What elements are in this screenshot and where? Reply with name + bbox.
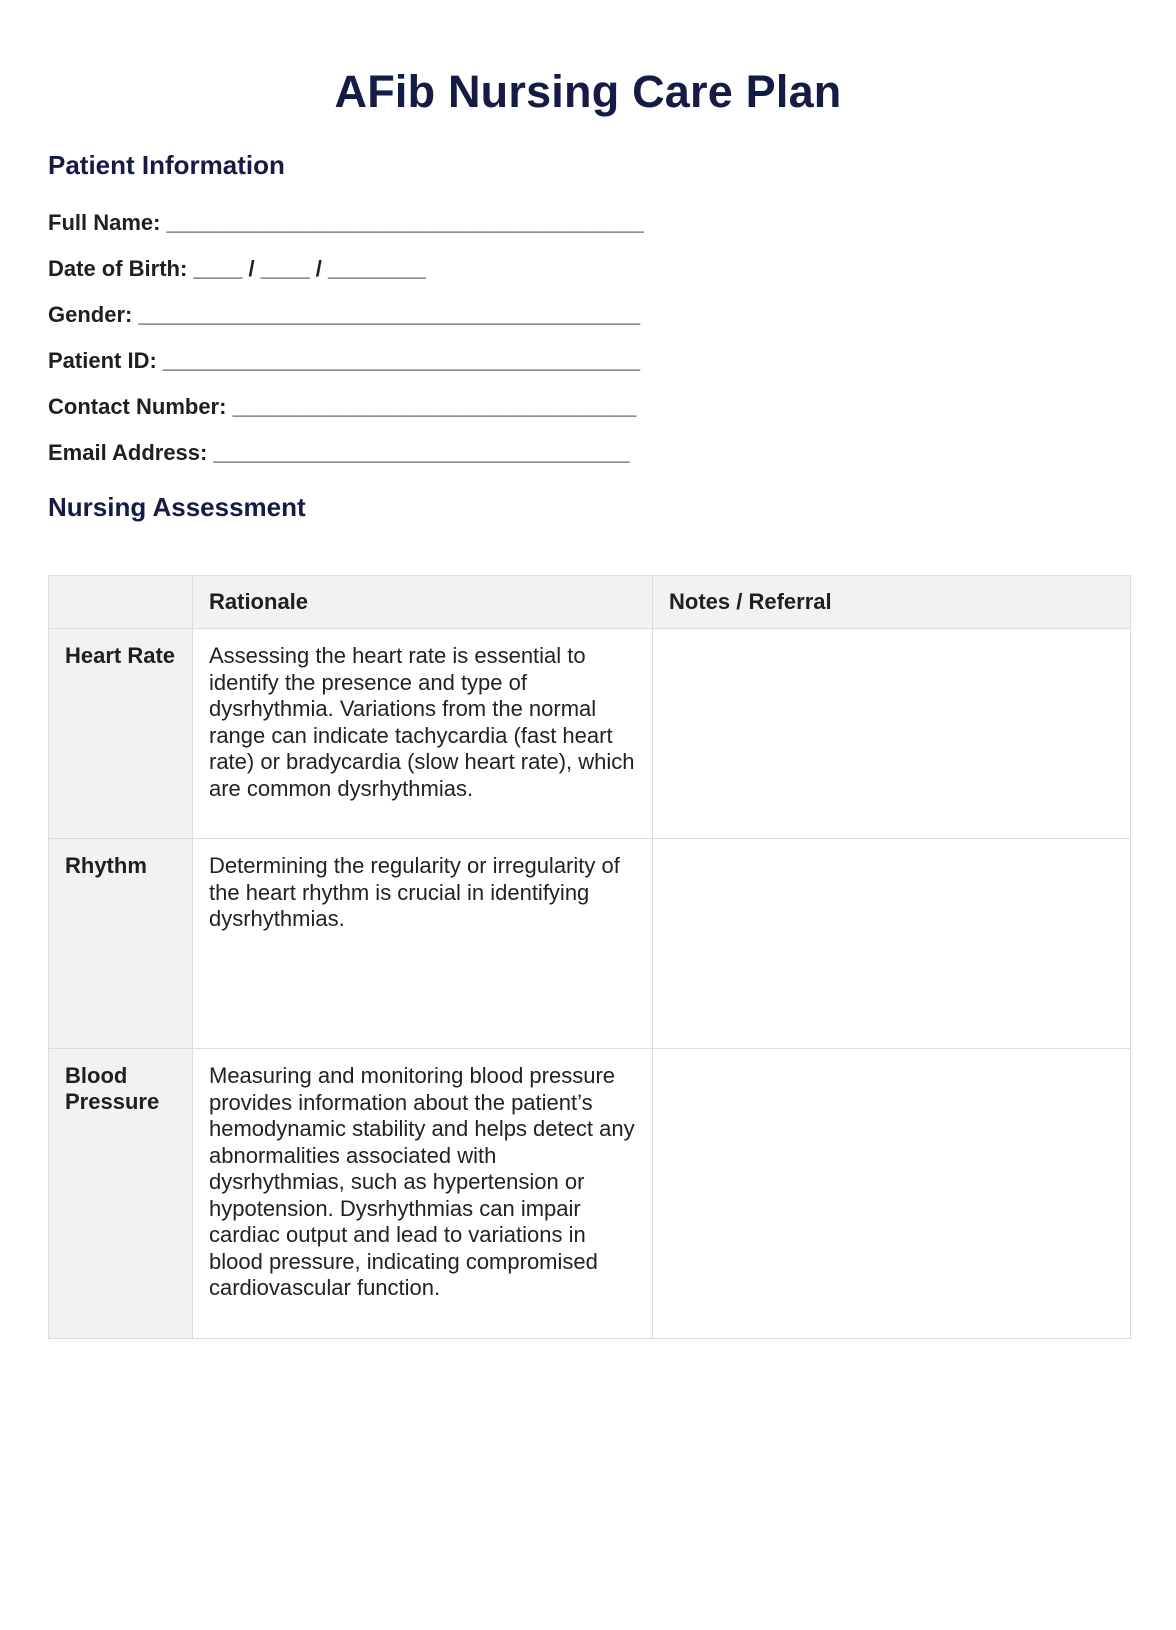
patient-info-fields (48, 208, 748, 484)
rationale-cell: Measuring and monitoring blood pressure provides information about the patient’s hemodynamic stability and helps detect any abnormalities associated with dysrhythmias, such as hypertension or hypotension. Dysrhythmias can impair cardiac output and lead to variations in blood pressure, indicating compromised cardiovascular function. (193, 1049, 653, 1339)
full-name-field[interactable] (48, 208, 748, 254)
field-label: Contact Number: (48, 394, 227, 419)
row-label-heart-rate: Heart Rate (49, 629, 193, 839)
field-label: Full Name: (48, 210, 161, 235)
notes-cell[interactable] (653, 1049, 1131, 1339)
page-title: AFib Nursing Care Plan (334, 66, 842, 117)
field-blank[interactable]: ____ / ____ / ________ (193, 256, 426, 281)
field-label: Email Address: (48, 440, 208, 465)
email-address-field[interactable] (48, 438, 748, 484)
table-row (49, 629, 1131, 839)
gender-field[interactable] (48, 300, 748, 346)
field-label: Date of Birth: (48, 256, 188, 281)
notes-cell[interactable] (653, 839, 1131, 1049)
field-label: Gender: (48, 302, 133, 327)
patient-information-heading: Patient Information (48, 150, 285, 180)
field-blank[interactable]: _________________________________ (232, 394, 637, 419)
header-blank-cell (49, 576, 193, 629)
nursing-assessment-heading: Nursing Assessment (48, 492, 306, 522)
field-blank[interactable]: _______________________________________ (166, 210, 644, 235)
table-row (49, 1049, 1131, 1339)
field-blank[interactable]: __________________________________ (213, 440, 630, 465)
contact-number-field[interactable] (48, 392, 748, 438)
field-blank[interactable]: _________________________________________ (138, 302, 641, 327)
header-notes-referral: Notes / Referral (653, 576, 1131, 629)
rationale-cell: Assessing the heart rate is essential to identify the presence and type of dysrhythmia. Variations from the normal range can indicate tachycardia (fast heart rate) or bradycardia (slow heart rate), which are common dysrhythmias. (193, 629, 653, 839)
row-label-blood-pressure: Blood Pressure (49, 1049, 193, 1339)
table-row (49, 839, 1131, 1049)
header-rationale: Rationale (193, 576, 653, 629)
patient-id-field[interactable] (48, 346, 748, 392)
row-label-rhythm: Rhythm (49, 839, 193, 1049)
date-of-birth-field[interactable] (48, 254, 748, 300)
field-blank[interactable]: _______________________________________ (162, 348, 641, 373)
notes-cell[interactable] (653, 629, 1131, 839)
field-label: Patient ID: (48, 348, 157, 373)
table-header-row (49, 576, 1131, 629)
rationale-cell: Determining the regularity or irregularity of the heart rhythm is crucial in identifying dysrhythmias. (193, 839, 653, 1049)
assessment-table (48, 575, 1131, 1339)
